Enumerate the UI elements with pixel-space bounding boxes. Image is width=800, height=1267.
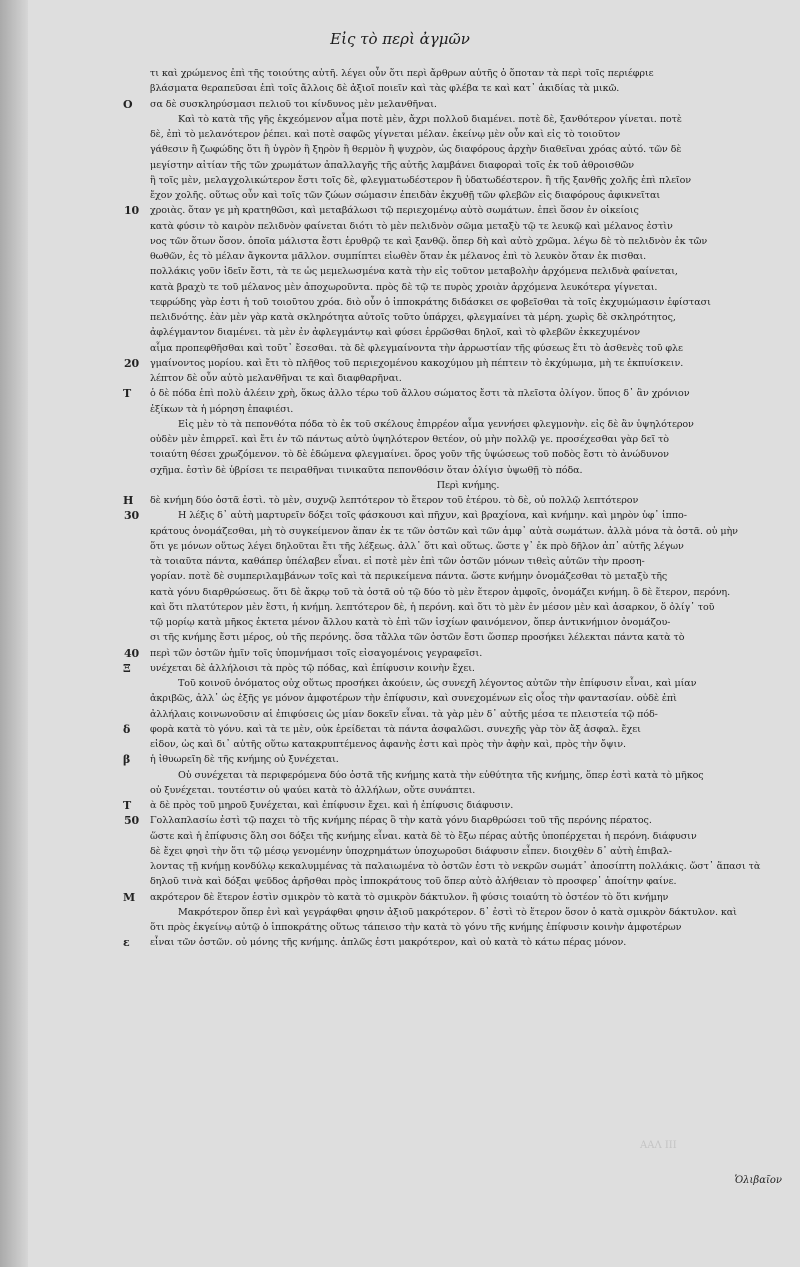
line-text: κατὰ βραχὺ τε τοῦ μέλανος μὲν ἀποχωροῦντα. πρὸς δὲ τῷ τε πυρὸς χροιὰν ἀρχόμενα λευκότερα γίγνεται. xyxy=(150,281,658,293)
line-text: γορίαν. ποτὲ δὲ συμπεριλαμβάνων τοῖς καὶ τὰ περικείμενα πάντα. ὥστε κνήμην ὀνομάζεσθαι τὸ μεταξὺ τῆς xyxy=(150,571,668,583)
line-text: ἡ ἰθυωρεῖη δὲ τῆς κνήμης οὐ ξυνέχεται. xyxy=(150,754,339,766)
text-line xyxy=(123,661,786,676)
margin-letter: ε xyxy=(123,936,130,950)
text-line xyxy=(150,295,786,310)
text-line xyxy=(123,493,786,508)
line-text: σα δὲ συσκληρύσμασι πελιοῦ τοι κίνδυνος μὲν μελανθῆναι. xyxy=(150,98,437,110)
line-text: λέπτον δὲ οὖν αὐτὸ μελανθῆναι τε καὶ διαφθαρῆναι. xyxy=(150,373,402,384)
text-line xyxy=(150,264,786,279)
line-text: ἢ τοῖς μὲν, μελαγχολικώτερον ἔστι τοῖς δὲ, φλεγματωδέστερον ἢ ὑδατωδέστερον. ἢ τῆς ξανθῆς χολῆς ἐπὶ πλεῖον xyxy=(150,174,692,186)
margin-letter: Τ xyxy=(123,387,132,401)
text-line xyxy=(150,524,786,539)
line-text: θωθῶν, ἐς τὸ μέλαν ἄγκοντα μᾶλλον. συμπίπτει εἰωθὲν ὅταν ἐκ μέλανος ἐπὶ τὸ λευκὸν ὅταν ἐκ πισθαι. xyxy=(150,251,647,262)
line-text: λοντας τῇ κνήμῃ κονδύλῳ κεκαλυμμένας τὰ παλαιωμένα τὸ ὀστῶν ἐστι τὸ νεκρῶν σωμάτ᾽ ἀποσίπτη πολλάκις. ὥστ᾽ ἅπασι τὰ xyxy=(150,861,761,872)
text-line xyxy=(150,554,786,569)
text-line xyxy=(150,432,786,447)
line-text: τεφρώδης γὰρ ἐστι ἡ τοῦ τοιοῦτου χρόα. διὸ οὖν ὁ ἱπποκράτης διδάσκει σε φοβεῖσθαι τὰ τοῖς ἐκχυμώμασιν ἐφίστασι xyxy=(150,296,711,308)
line-text: Γολλαπλασίω ἐστὶ τῷ παχει τὸ τῆς κνήμης πέρας ὃ τὴν κατὰ γόνυ διαρθρώσει τοῦ τῆς περόνης πέρατος. xyxy=(150,815,652,827)
text-line xyxy=(150,844,786,859)
catchword: Ὁλιβαῖον xyxy=(734,1175,782,1186)
margin-letter: β xyxy=(123,753,131,767)
text-line xyxy=(150,371,786,386)
text-line xyxy=(150,341,786,356)
text-line xyxy=(150,219,786,234)
line-number: 30 xyxy=(124,509,140,523)
text-line xyxy=(150,234,786,249)
line-text: ὥστε καὶ ἡ ἐπίφυσις ὅλη σοι δόξει τῆς κνήμης εἶναι. κατὰ δὲ τὸ ἔξω πέρας αὐτῆς ὑποπέρχεται ἡ περόνη. διάφυσιν xyxy=(150,830,697,842)
line-text: γμαίνοντος μορίου. καὶ ἔτι τὸ πλῆθος τοῦ περιεχομένου κακοχύμου μὴ πέπτειν τὸ ἐκχύμωμα, μὴ τε ἐκπυίσκειν. xyxy=(150,357,684,369)
text-line xyxy=(150,874,786,889)
line-text: οὐ ξυνέχεται. τουτέστιν οὐ ψαύει κατὰ τὸ ἀλλήλων, οὔτε συνάπτει. xyxy=(150,784,476,796)
text-line xyxy=(150,158,786,173)
text-line xyxy=(150,310,786,325)
text-line xyxy=(150,691,786,706)
line-text: κράτους ὀνομάζεσθαι, μὴ τὸ συγκείμενον ἅπαν ἐκ τε τῶν ὀστῶν καὶ τῶν ἀμφ᾽ αὐτὰ σωμάτων. ἀλλὰ μόνα τὰ ὀστᾶ. οὐ μὴν xyxy=(150,525,738,537)
text-line xyxy=(123,890,786,905)
text-line xyxy=(150,676,786,691)
text-line xyxy=(123,386,786,401)
line-text: τι καὶ χρώμενος ἐπὶ τῆς τοιούτης αὐτῆ. λέγει οὖν ὅτι περὶ ἄρθρων αὐτῆς ὁ ὅποταν τὰ περὶ τοῖς περιέφριε xyxy=(150,68,654,79)
line-text: ἔχον χολῆς. οὕτως οὖν καὶ τοῖς τῶν ζώων σώμασιν ἐπειδὰν ἐκχυθῇ τῶν φλεβῶν εἰς διαφόρους ἀφικνεῖται xyxy=(150,190,661,201)
line-text: σχῆμα. ἐστὶν δὲ ὑβρίσει τε πειραθῆναι τινικαῦτα πεπονθόσιν ὅταν ὀλίγισ ὑψωθῇ τὸ πόδα. xyxy=(150,464,583,476)
margin-letter: Τ xyxy=(123,799,132,812)
line-text: νος τῶν ὅτων ὅσον. ὁποῖα μάλιστα ἔστι ἐρυθρῷ τε καὶ ξανθῷ. ὅπερ δὴ καὶ αὐτὸ χρῶμα. λέγω δὲ τὸ πελιδνὸν ἐκ τῶν xyxy=(150,235,708,247)
line-text: σι τῆς κνήμης ἔστι μέρος, οὐ τῆς περόνης. ὅσα τἄλλα τῶν ὀστῶν ἔστι ὥσπερ προσήκει λέλεκται πάντα κατὰ τὸ xyxy=(150,632,685,644)
line-text: ὅτι γε μόνων οὕτως λέγει δηλοῦται ἔτι τῆς λέξεως. ἀλλ᾽ ὅτι καὶ οὕτως. ὥστε γ᾽ ἐκ πρὸ δῆλον ἀπ᾽ αὐτῆς λέγων xyxy=(150,540,684,552)
line-text: Μακρότερον ὅπερ ἐνὶ καὶ γεγράφθαι φησιν ἀξιοῦ μακρότερον. δ᾽ ἐστὶ τὸ ἕτερον ὅσον ὁ κατὰ σμικρὸν δάκτυλον. καὶ xyxy=(178,906,737,918)
line-number: 40 xyxy=(124,646,140,660)
line-text: ὰ δὲ πρὸς τοῦ μηροῦ ξυνέχεται, καὶ ἐπίφυσιν ἔχει. καὶ ἡ ἐπίφυσις διάφυσιν. xyxy=(150,800,514,811)
line-text: πελιδνότης. ἐὰν μὲν γὰρ κατὰ σκληρότητα αὐτοῖς τοῦτο ὑπάρχει, φλεγμαίνει τὰ μέρη. χωρὶς δὲ σκληρότητος, xyxy=(150,312,676,323)
text-line xyxy=(150,829,786,844)
text-line xyxy=(150,402,786,417)
text-line xyxy=(150,615,786,630)
text-line xyxy=(150,859,786,874)
text-line xyxy=(150,569,786,584)
line-text: τοιαύτη θέσει χρωζόμενον. τὸ δὲ ἐδώμενα φλεγμαίνει. ὅρος γοῦν τῆς ὑψώσεως τοῦ ποδὸς ἔστι τὸ ἀνώδυνον xyxy=(150,449,669,461)
text-line xyxy=(150,280,786,295)
text-line xyxy=(150,768,786,783)
text-line xyxy=(124,203,786,218)
text-line xyxy=(150,920,786,935)
margin-letter: δ xyxy=(123,722,131,736)
line-text: εἶναι τῶν ὀστῶν. οὐ μόνης τῆς κνήμης. ἀπλῶς ἐστι μακρότερον, καὶ οὐ κατὰ τὸ κάτω πέρας μόνον. xyxy=(150,937,627,949)
line-text: ὅτι πρὸς ἐκγείνῳ αὐτῷ ὁ ἱπποκράτης οὕτως τάπεισο τὴν κατὰ τὸ γόνυ τῆς κνήμης ἐπίφυσιν κοινὴν ἀμφοτέρων xyxy=(150,922,682,933)
page-gutter-shadow xyxy=(0,0,28,1267)
text-line xyxy=(150,81,786,96)
text-line xyxy=(150,630,786,645)
line-text: ἀφλέγμαντον διαμένει. τὰ μὲν ἐν ἀφλεγμάντῳ καὶ φύσει ἐρρῶσθαι δηλοῖ, καὶ τὸ φλεβῶν ἐκκεχυμένον xyxy=(150,327,640,339)
margin-letter: Ξ xyxy=(123,661,131,675)
text-line xyxy=(150,447,786,462)
margin-letter: Η xyxy=(123,494,134,507)
text-line xyxy=(124,356,786,371)
line-text: Περὶ κνήμης. xyxy=(436,479,500,491)
text-line xyxy=(150,249,786,264)
line-text: Εἰς μὲν τὸ τὰ πεπονθότα πόδα τὸ ἐκ τοῦ σκέλους ἐπιρρέον αἷμα γεννήσει φλεγμονὴν. εἰς δὲ ἂν ὑψηλότερον xyxy=(178,418,694,430)
line-text: ἀκριβῶς, ἀλλ᾽ ὡς ἑξῆς γε μόνον ἀμφοτέρων τὴν ἐπίφυσιν, καὶ συνεχομένων εἰς οἷος τὴν φαντασίαν. οὐδὲ ἐπὶ xyxy=(150,693,677,705)
line-text: ακρότερον δὲ ἕτερον ἐστὶν σμικρὸν τὸ κατὰ τὸ σμικρὸν δάκτυλον. ἢ φύσις τοιαύτη τὸ ὀστέον τὸ ὅτι κνήμην xyxy=(150,891,669,903)
text-line xyxy=(150,112,786,127)
margin-letter: Μ xyxy=(123,890,136,904)
margin-letter: Ο xyxy=(123,97,133,111)
line-text: μεγίστην αἰτίαν τῆς τῶν χρωμάτων ἀπαλλαγῆς τῆς αὐτῆς λαμβάνει διαφοραὶ τοῖς ἐκ τοῦ ἀθροισθῶν xyxy=(150,159,634,171)
text-line xyxy=(150,783,786,798)
text-line xyxy=(150,173,786,188)
text-line xyxy=(150,600,786,615)
line-text: καὶ ὅτι πλατύτερον μὲν ἔστι, ἡ κνήμη. λεπτότερον δὲ, ἡ περόνη. καὶ ὅτι τὸ μὲν ἐν μέσον μὲν καὶ ἀσαρκον, ὅ ὀλίγ᾽ τοῦ xyxy=(150,601,715,613)
text-line xyxy=(150,478,786,493)
text-line xyxy=(150,142,786,157)
text-line xyxy=(123,722,786,737)
text-line xyxy=(150,66,786,81)
line-text: ὁ δὲ πόδα ἐπὶ πολὺ ἀλέειν χρὴ, ὅκως ἀλλο τέρω τοῦ ἄλλου σώματος ἔστι τὰ πλεῖστα ὀλίγον. ὕπος δ᾽ ἂν χρόνιον xyxy=(150,388,690,400)
line-text: Τοῦ κοινοῦ ὀνόματος οὐχ οὕτως προσήκει ἀκούειν, ὡς συνεχῆ λέγοντος αὐτῶν τὴν ἐπίφυσιν εἶναι, καὶ μίαν xyxy=(178,678,697,689)
line-text: δὲ κνήμη δύο ὀστᾶ ἐστὶ. τὸ μὲν, συχνῷ λεπτότερον τὸ ἕτερον τοῦ ἑτέρου. τὸ δὲ, οὐ πολλῷ λεπτότερον xyxy=(150,495,639,506)
running-head: Εἰς τὸ περὶ ἀγμῶν xyxy=(330,30,470,48)
text-line xyxy=(150,539,786,554)
line-text: δὲ, ἐπὶ τὸ μελανότερον ῥέπει. καὶ ποτὲ σαφῶς γίγνεται μέλαν. ἐκείνῳ μὲν οὖν καὶ εἰς τὸ τοιοῦτον xyxy=(150,129,621,140)
line-text: οὐδὲν μὲν ἐπιρρεῖ. καὶ ἔτι ἐν τῶ πάντως αὐτὸ ὑψηλότερον θετέον, οὐ μὴν πολλῷ γε. προσέχεσθαι γὰρ δεῖ τὸ xyxy=(150,434,669,445)
text-line xyxy=(150,463,786,478)
line-text: τῷ μορίῳ κατὰ μῆκος ἐκτετα μένον ἄλλου κατὰ τὸ ἐπὶ τῶν ἰσχίων φαινόμενον, ὅπερ ἀντικνήμιον ὀνομάζου- xyxy=(150,617,671,628)
line-number: 50 xyxy=(124,814,140,828)
text-line xyxy=(124,508,786,523)
line-text: εἰδον, ὡς καὶ δι᾽ αὐτῆς οὕτω κατακρυπτέμενος ἀφανὴς ἐστι καὶ πρὸς τὴν ἀφὴν καὶ, πρὸς τὴν ὄψιν. xyxy=(150,739,626,750)
bleed-through-mark: ΑΑΛ ΙΙΙ xyxy=(640,1140,677,1151)
text-line xyxy=(123,798,786,813)
line-text: πολλάκις γοῦν ἰδεῖν ἔστι, τὰ τε ὡς μεμελωσμένα κατὰ τὴν εἰς τοῦτον μεταβολὴν ἀρχόμενα πελιδνὰ φαίνεται, xyxy=(150,266,678,278)
text-line xyxy=(150,188,786,203)
line-text: δηλοῦ τινὰ καὶ δόξαι ψεῦδος ἀρῆσθαι πρὸς ἱπποκράτους τοῦ ὅπερ αὐτὸ ἀλήθειαν τὸ προσφερ᾽ ἀποίτην φαίνε. xyxy=(150,876,677,888)
main-text-block xyxy=(123,66,786,951)
line-text: φορὰ κατὰ τὸ γόνυ. καὶ τὰ τε μὲν, οὐκ ἐρείδεται τὰ πάντα ἀσφαλῶσι. συνεχῆς γὰρ τὸν ἄξ ἀσφαλ. ἔχει xyxy=(150,723,641,735)
line-text: κατὰ γόνυ διαρθρώσεως. ὅτι δὲ ἄκρῳ τοῦ τὰ ὀστᾶ οὐ τῷ δύο τὸ μὲν ἕτερον ἀμφοῖς, ὀνομάζει κνήμη. ὃ δὲ ἕτερον, περόνη. xyxy=(150,586,731,598)
line-text: τὰ τοιαῦτα πάντα, καθάπερ ὑπέλαβεν εἶναι. εἰ ποτὲ μὲν ἐπὶ τῶν ὀστῶν μόνων τιθεὶς αὐτῶν τὴν προση- xyxy=(150,556,645,567)
line-text: αἷμα προπεφθῆσθαι καὶ τοῦτ᾽ ἔσεσθαι. τὰ δὲ φλεγμαίνοντα τὴν ἀρρωστίαν τῆς φύσεως ἔτι τὸ ἀσθενὲς τοῦ φλε xyxy=(150,342,683,354)
text-line xyxy=(150,707,786,722)
text-line xyxy=(150,127,786,142)
text-line xyxy=(150,737,786,752)
text-line xyxy=(150,585,786,600)
line-text: γάθεσιν ἢ ζωφώδης ὅτι ἢ ὑγρὸν ἢ ξηρὸν ἢ θερμὸν ἢ ψυχρὸν, ὡς διαφόρους ἀρχὴν διαθεῖναι χρόας αὐτό. τῶν δὲ xyxy=(150,144,682,156)
text-line xyxy=(150,417,786,432)
line-number: 20 xyxy=(124,356,140,370)
line-text: ἐξίκων τὰ ἡ μόρηση ἐπαφιέσι. xyxy=(150,403,294,415)
line-text: ἀλλήλαις κοινωνοῦσιν αἱ ἐπιφύσεις ὡς μίαν δοκεῖν εἶναι. τὰ γὰρ μὲν δ᾽ αὐτῆς μέσα τε πλειστεία τῷ πόδ- xyxy=(150,708,658,720)
text-line xyxy=(123,935,786,950)
text-line xyxy=(123,97,786,112)
line-text: κατὰ φύσιν τὸ καιρὸν πελιδνὸν φαίνεται διότι τὸ μὲν πελιδνὸν σῶμα μεταξὺ τῷ τε λευκῷ καὶ μέλανος ἐστὶν xyxy=(150,220,673,232)
line-text: Η λέξις δ᾽ αὐτὴ μαρτυρεῖν δόξει τοῖς φάσκουσι καὶ πῆχυν, καὶ βραχίονα, καὶ κνήμην. καὶ μηρὸν ὑφ᾽ ἱππο- xyxy=(178,510,687,522)
line-text: Καὶ τὸ κατὰ τῆς γῆς ἐκχεόμενον αἷμα ποτὲ μὲν, ἄχρι πολλοῦ διαμένει. ποτὲ δὲ, ξανθότερον γίνεται. ποτὲ xyxy=(178,113,682,125)
text-line xyxy=(123,752,786,767)
text-line xyxy=(150,905,786,920)
line-number: 10 xyxy=(124,204,140,218)
line-text: υνέχεται δὲ ἀλλήλοισι τὰ πρὸς τῷ πόδας, καὶ ἐπίφυσιν κοινὴν ἔχει. xyxy=(150,662,475,674)
line-text: Οὐ συνέχεται τὰ περιφερόμενα δύο ὀστᾶ τῆς κνήμης κατὰ τὴν εὐθύτητα τῆς κνήμης, ὅπερ ἐστὶ κατὰ τὸ μῆκος xyxy=(178,769,704,781)
line-text: βλάσματα θεραπεῦσαι ἐπὶ τοῖς ἄλλοις δὲ ἀξιοῖ ποιεῖν καὶ τὰς φλέβα τε καὶ κατ᾽ ἀκιδίας τὰ μικῶ. xyxy=(150,83,620,95)
line-text: δὲ ἔχει φησὶ τὴν ὅτι τῷ μέσῳ γενομένην ὑποχρημάτων ὑποχωροῦσι διάφυσιν εἶπεν. διοιχθὲν δ᾽ αὐτὴ ἐπιβαλ- xyxy=(150,845,672,857)
text-line xyxy=(124,646,786,661)
text-line xyxy=(150,325,786,340)
text-line xyxy=(124,813,786,828)
line-text: χροιὰς. ὅταν γε μὴ κρατηθῶσι, καὶ μεταβάλωσι τῷ περιεχομένῳ αὐτὸ σωμάτων. ἐπεὶ ὅσον ἐν οἰκείοις xyxy=(150,205,639,217)
line-text: περὶ τῶν ὀστῶν ἡμῖν τοῖς ὑπομνήμασι τοῖς εἰσαγομένοις γεγραφεῖσι. xyxy=(150,647,483,659)
